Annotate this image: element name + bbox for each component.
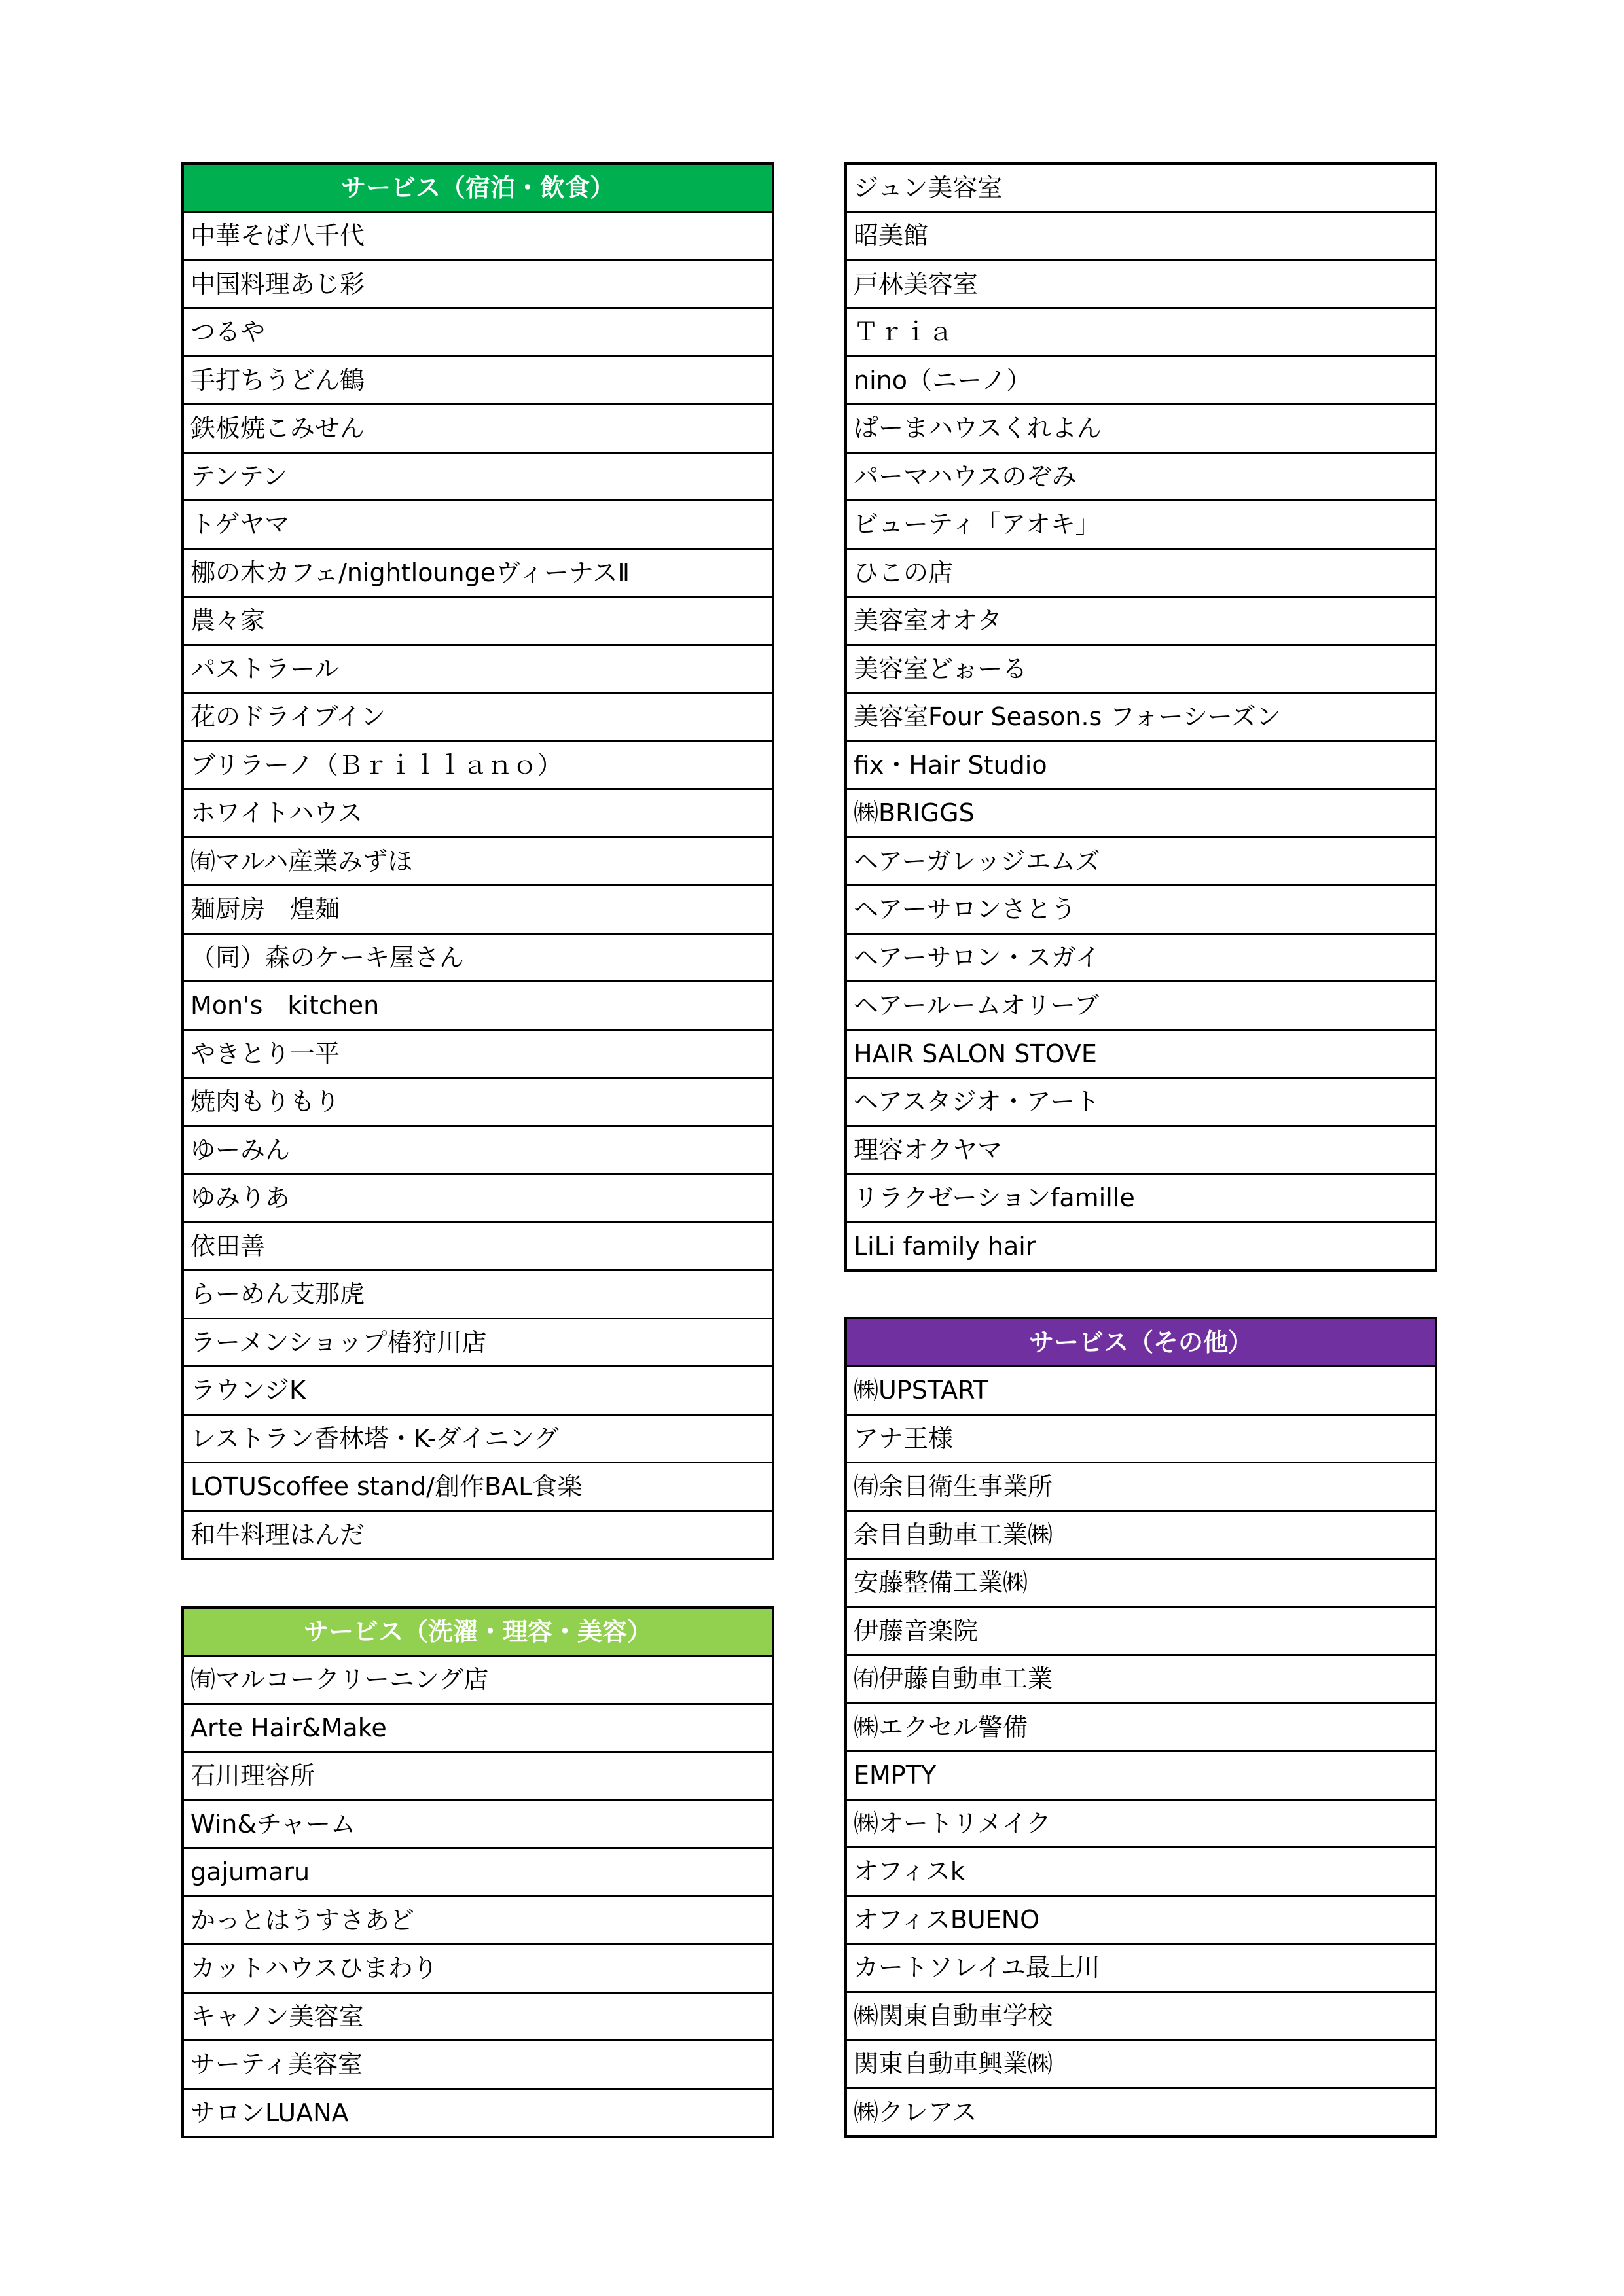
table-row (183, 501, 773, 549)
business-name: Win&チャーム (183, 1800, 773, 1848)
table-row (846, 982, 1436, 1030)
business-name: ブリラーノ（Ｂｒｉｌｌａｎｏ） (183, 741, 773, 789)
business-name: 和牛料理はんだ (190, 1520, 365, 1549)
business-name: パーマハウスのぞみ (846, 452, 1436, 501)
table-row (846, 837, 1436, 886)
table-row (183, 548, 773, 597)
table-row (183, 741, 773, 789)
table-row (183, 1463, 773, 1511)
table-row (183, 1945, 773, 1993)
table-laundry-barber-beauty-continued (844, 162, 1437, 1272)
table-row (183, 789, 773, 838)
business-name: ヘアーガレッジエムズ (846, 837, 1436, 886)
business-name: ヘアールームオリーブ (846, 982, 1436, 1030)
business-name: ㈲伊藤自動車工業 (846, 1655, 1436, 1704)
business-name: キャノン美容室 (183, 1992, 773, 2041)
table-row (846, 260, 1436, 308)
business-name: リラクゼーションfamille (846, 1174, 1436, 1223)
table-row (846, 1126, 1436, 1174)
table-row (183, 1992, 773, 2041)
table-row (846, 597, 1436, 645)
business-name: ぱーまハウスくれよん (846, 404, 1436, 453)
section-header: サービス（その他） (846, 1318, 1436, 1367)
business-name: ホワイトハウス (183, 789, 773, 838)
table-row (846, 1751, 1436, 1800)
business-name: Ｔｒｉａ (846, 308, 1436, 357)
business-name: ㈲余目衛生事業所 (846, 1463, 1436, 1511)
business-name: gajumaru (183, 1848, 773, 1897)
table-row (846, 1222, 1436, 1270)
business-name: レストラン香林塔・K-ダイニング (183, 1414, 773, 1463)
table-row (846, 1848, 1436, 1896)
table-lodging-dining (181, 162, 774, 1560)
business-name: nino（ニーノ） (846, 356, 1436, 404)
business-name: パストラール (183, 645, 773, 693)
business-name: 手打ちうどん鶴 (183, 356, 773, 404)
business-name: つるや (183, 308, 773, 357)
table-row (846, 1559, 1436, 1607)
table-row (846, 1174, 1436, 1223)
business-name: 依田善 (183, 1222, 773, 1270)
business-name: ゆみりあ (183, 1174, 773, 1223)
business-name: 鉄板焼こみせん (183, 404, 773, 453)
table-row (183, 1078, 773, 1126)
table-row (183, 1318, 773, 1367)
business-name: ラーメンショップ椿狩川店 (183, 1318, 773, 1367)
table-row (846, 1078, 1436, 1126)
table-row (846, 548, 1436, 597)
table-row (183, 404, 773, 453)
section-header: サービス（宿泊・飲食） (183, 164, 773, 212)
business-name: Arte Hair&Make (183, 1704, 773, 1752)
table-row (846, 1944, 1436, 1992)
table-row (183, 1656, 773, 1704)
table-row (183, 1174, 773, 1223)
table-row (183, 1511, 773, 1559)
table-row (846, 1030, 1436, 1078)
table-row (846, 2088, 1436, 2136)
table-row (183, 452, 773, 501)
table-row (846, 1703, 1436, 1751)
business-name: EMPTY (846, 1751, 1436, 1800)
business-name: 美容室Four Season.s フォーシーズン (846, 693, 1436, 742)
table-row (846, 1992, 1436, 2040)
table-row (183, 260, 773, 308)
table-row (846, 789, 1436, 838)
business-name: 石川理容所 (183, 1752, 773, 1801)
table-laundry-barber-beauty (181, 1606, 774, 2138)
table-row (183, 597, 773, 645)
business-name: ラウンジK (183, 1367, 773, 1415)
business-name: やきとり一平 (183, 1030, 773, 1078)
business-name: アナ王様 (846, 1414, 1436, 1463)
business-name: オフィスk (846, 1848, 1436, 1896)
business-name: カートソレイユ最上川 (846, 1944, 1436, 1992)
table-row (183, 1367, 773, 1415)
table-row (846, 1655, 1436, 1704)
table-row (183, 1800, 773, 1848)
table-row (183, 1126, 773, 1174)
business-name: ㈱関東自動車学校 (846, 1992, 1436, 2040)
business-name: らーめん支那虎 (183, 1270, 773, 1319)
table-row (846, 1607, 1436, 1655)
business-name: ヘアーサロン・スガイ (846, 933, 1436, 982)
business-name: ㈱オートリメイク (846, 1799, 1436, 1848)
table-row (846, 886, 1436, 934)
table-row (846, 356, 1436, 404)
table-row (183, 933, 773, 982)
table-row (846, 1463, 1436, 1511)
table-row (183, 1704, 773, 1752)
business-name: LOTUScoffee stand/創作BAL食楽 (183, 1463, 773, 1511)
table-row (183, 1752, 773, 1801)
business-name: fix・Hair Studio (846, 741, 1436, 789)
business-name: ゆーみん (183, 1126, 773, 1174)
business-name: 関東自動車興業㈱ (846, 2040, 1436, 2089)
section-header-row (846, 1318, 1436, 1367)
table-row (183, 212, 773, 260)
table-row (846, 1511, 1436, 1559)
section-header-row (183, 1607, 773, 1656)
business-name: HAIR SALON STOVE (846, 1030, 1436, 1078)
table-row (183, 356, 773, 404)
table-row (846, 164, 1436, 212)
business-name: ヘアスタジオ・アート (846, 1078, 1436, 1126)
business-name: ヘアーサロンさとう (846, 886, 1436, 934)
business-name: ビューティ「アオキ」 (846, 501, 1436, 549)
business-name: ㈱クレアス (854, 2097, 977, 2126)
table-other-services (844, 1317, 1437, 2138)
table-row (183, 982, 773, 1030)
table-row (846, 933, 1436, 982)
table-row (183, 837, 773, 886)
table-row (846, 2040, 1436, 2089)
table-row (846, 1414, 1436, 1463)
table-row (846, 741, 1436, 789)
business-name: 梛の木カフェ/nightloungeヴィーナスⅡ (183, 548, 773, 597)
business-name: 余目自動車工業㈱ (846, 1511, 1436, 1559)
business-name: 花のドライブイン (183, 693, 773, 742)
business-name: LiLi family hair (854, 1231, 1036, 1261)
business-name: 戸林美容室 (846, 260, 1436, 308)
business-name: 安藤整備工業㈱ (846, 1559, 1436, 1607)
table-row (183, 645, 773, 693)
table-row (183, 1222, 773, 1270)
business-name: カットハウスひまわり (183, 1945, 773, 1993)
business-name: ㈲マルコークリーニング店 (183, 1656, 773, 1704)
business-name: 中華そば八千代 (183, 212, 773, 260)
business-name: テンテン (183, 452, 773, 501)
table-row (183, 886, 773, 934)
table-row (846, 452, 1436, 501)
table-row (846, 1895, 1436, 1944)
business-name: 理容オクヤマ (846, 1126, 1436, 1174)
table-row (183, 693, 773, 742)
table-row (183, 1030, 773, 1078)
table-row (846, 404, 1436, 453)
business-name: ジュン美容室 (846, 164, 1436, 212)
business-name: かっとはうすさあど (183, 1896, 773, 1945)
business-name: 農々家 (183, 597, 773, 645)
business-name: 美容室どぉーる (846, 645, 1436, 693)
business-name: ひこの店 (846, 548, 1436, 597)
table-row (183, 308, 773, 357)
business-name: 伊藤音楽院 (846, 1607, 1436, 1655)
table-row (183, 1414, 773, 1463)
table-row (846, 212, 1436, 260)
business-name: 焼肉もりもり (183, 1078, 773, 1126)
business-name: オフィスBUENO (846, 1895, 1436, 1944)
business-name: 美容室オオタ (846, 597, 1436, 645)
business-name: サーティ美容室 (183, 2041, 773, 2089)
table-row (846, 693, 1436, 742)
table-row (183, 1896, 773, 1945)
business-name: ㈲マルハ産業みずほ (183, 837, 773, 886)
business-name: サロンLUANA (190, 2098, 349, 2127)
business-name: ㈱UPSTART (846, 1367, 1436, 1415)
business-name: （同）森のケーキ屋さん (183, 933, 773, 982)
business-name: ㈱エクセル警備 (846, 1703, 1436, 1751)
business-name: 中国料理あじ彩 (183, 260, 773, 308)
table-row (183, 1270, 773, 1319)
business-name: Mon's kitchen (183, 982, 773, 1030)
section-header-row (183, 164, 773, 212)
business-name: トゲヤマ (183, 501, 773, 549)
table-row (846, 1367, 1436, 1415)
business-name: 麺厨房 煌麺 (183, 886, 773, 934)
business-name: ㈱BRIGGS (846, 789, 1436, 838)
table-row (846, 1799, 1436, 1848)
table-row (183, 2089, 773, 2137)
table-row (846, 645, 1436, 693)
table-row (846, 501, 1436, 549)
table-row (183, 1848, 773, 1897)
business-name: 昭美館 (846, 212, 1436, 260)
section-header: サービス（洗濯・理容・美容） (183, 1607, 773, 1656)
table-row (846, 308, 1436, 357)
table-row (183, 2041, 773, 2089)
